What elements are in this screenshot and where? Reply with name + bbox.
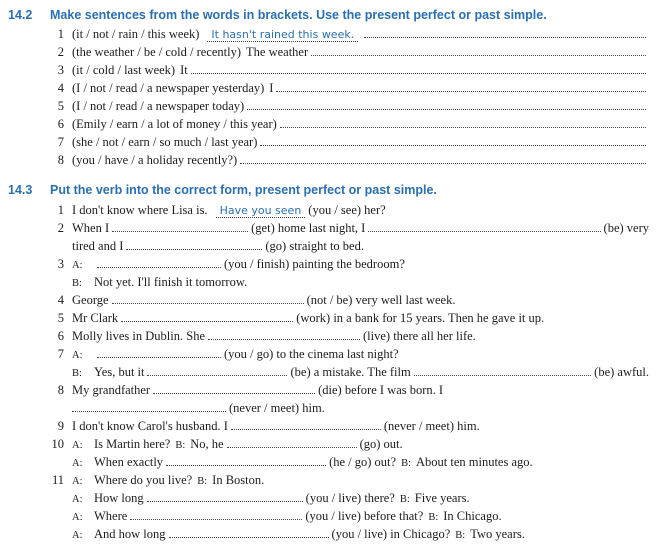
speaker-label: A: xyxy=(72,476,83,487)
item-prompt: (Emily / earn / a lot of money / this year) xyxy=(72,117,277,131)
item-number: 6 xyxy=(57,117,64,131)
item-start: It xyxy=(180,63,188,77)
speaker-label: A: xyxy=(72,260,83,271)
item-text: I don't know where Lisa is. xyxy=(72,203,208,217)
item-text: Yes, but it xyxy=(94,365,145,379)
ex1-line-4 xyxy=(50,81,649,99)
speaker-label: A: xyxy=(72,440,83,451)
ex2-line-7b xyxy=(50,365,649,383)
item-text: (go) straight to bed. xyxy=(265,239,364,253)
answer-line[interactable] xyxy=(280,117,646,128)
item-text: How long xyxy=(94,491,144,505)
ex1-line-8 xyxy=(50,153,649,171)
item-text: (he / go) out? xyxy=(329,455,397,469)
speaker-label: B: xyxy=(72,278,82,289)
item-prompt: (I / not / read / a newspaper yesterday) xyxy=(72,81,265,95)
answer-line[interactable] xyxy=(97,347,221,358)
ex2-line-11 xyxy=(50,473,649,491)
exercise-14-3-header xyxy=(8,183,437,197)
speaker-label: B: xyxy=(72,368,82,379)
item-text: About ten minutes ago. xyxy=(415,455,533,469)
speaker-label: B: xyxy=(399,494,410,505)
answer-line[interactable] xyxy=(227,437,357,448)
exercise-number: 14.3 xyxy=(8,183,33,197)
ex2-line-11d xyxy=(50,527,649,545)
item-text: (go) out. xyxy=(359,437,403,451)
item-number: 3 xyxy=(57,257,64,271)
ex1-line-7 xyxy=(50,135,649,153)
item-text: (you / live) in Chicago? xyxy=(331,527,451,541)
exercise-number: 14.2 xyxy=(8,8,33,22)
item-text: Mr Clark xyxy=(72,311,119,325)
item-text: I don't know Carol's husband. I xyxy=(72,419,228,433)
answer-line[interactable] xyxy=(364,27,646,38)
item-number: 11 xyxy=(51,473,64,487)
answer-line[interactable] xyxy=(240,153,646,164)
answer-line[interactable] xyxy=(147,365,287,376)
item-text: (die) before I was born. I xyxy=(318,383,444,397)
ex2-line-10 xyxy=(50,437,649,455)
item-number: 7 xyxy=(57,347,64,361)
answer-line[interactable] xyxy=(112,293,304,304)
answer-line[interactable] xyxy=(276,81,646,92)
speaker-label: B: xyxy=(455,530,466,541)
answer-field[interactable]: Have you seen xyxy=(216,204,306,218)
item-number: 7 xyxy=(57,135,64,149)
item-text: Is Martin here? xyxy=(94,437,171,451)
ex2-line-11c xyxy=(50,509,649,527)
item-text: In Chicago. xyxy=(443,509,502,523)
item-text: tired and I xyxy=(72,239,124,253)
exercise-instruction: Make sentences from the words in brackets. Use the present perfect or past simple. xyxy=(50,8,547,22)
ex2-line-8b xyxy=(50,401,649,419)
answer-line[interactable] xyxy=(130,509,302,520)
item-prompt: (I / not / read / a newspaper today) xyxy=(72,99,245,113)
item-text: Molly lives in Dublin. She xyxy=(72,329,205,343)
answer-line[interactable] xyxy=(72,401,226,412)
ex2-line-4 xyxy=(50,293,649,311)
exercise-14-2-header xyxy=(8,8,547,22)
item-text: (you / live) there? xyxy=(305,491,395,505)
item-number: 5 xyxy=(57,311,64,325)
item-text: Five years. xyxy=(414,491,470,505)
item-number: 9 xyxy=(57,419,64,433)
item-text: (never / meet) him. xyxy=(229,401,325,415)
item-prompt: (it / not / rain / this week) xyxy=(72,27,200,41)
ex2-line-10b xyxy=(50,455,649,473)
ex2-line-1 xyxy=(50,203,649,221)
ex2-line-11b xyxy=(50,491,649,509)
answer-line[interactable] xyxy=(153,383,315,394)
item-number: 4 xyxy=(57,81,64,95)
ex2-line-8 xyxy=(50,383,649,401)
item-text: (work) in a bank for 15 years. Then he gave it up. xyxy=(296,311,545,325)
item-text: (get) home last night, I xyxy=(251,221,366,235)
speaker-label: B: xyxy=(401,458,411,469)
item-text: My grandfather xyxy=(72,383,151,397)
answer-line[interactable] xyxy=(311,45,646,56)
ex1-line-5 xyxy=(50,99,649,117)
speaker-label: B: xyxy=(197,476,208,487)
ex2-line-2 xyxy=(50,221,649,239)
item-text: Not yet. I'll finish it tomorrow. xyxy=(94,275,248,289)
item-number: 1 xyxy=(57,203,64,217)
item-text: (you / go) to the cinema last night? xyxy=(224,347,399,361)
item-text: (you / live) before that? xyxy=(305,509,424,523)
item-prompt: (she / not / earn / so much / last year) xyxy=(72,135,258,149)
answer-line[interactable] xyxy=(231,419,381,430)
item-text: And how long xyxy=(94,527,166,541)
item-text: Where do you live? xyxy=(94,473,193,487)
ex2-line-5 xyxy=(50,311,649,329)
ex2-line-3b xyxy=(50,275,649,293)
item-text: George xyxy=(72,293,109,307)
item-start: I xyxy=(269,81,274,95)
answer-line[interactable] xyxy=(247,99,646,110)
speaker-label: A: xyxy=(72,530,83,541)
item-text: (be) a mistake. The film xyxy=(290,365,411,379)
item-prompt: (you / have / a holiday recently?) xyxy=(72,153,238,167)
speaker-label: A: xyxy=(72,512,83,523)
answer-line[interactable] xyxy=(414,365,591,376)
answer-line[interactable] xyxy=(121,311,293,322)
item-number: 6 xyxy=(57,329,64,343)
item-number: 8 xyxy=(57,383,64,397)
ex1-line-2 xyxy=(50,45,649,63)
item-number: 2 xyxy=(57,221,64,235)
item-text: (you / see) her? xyxy=(308,203,386,217)
item-text: (live) there all her life. xyxy=(363,329,476,343)
item-number: 10 xyxy=(51,437,64,451)
item-text: (never / meet) him. xyxy=(383,419,480,433)
item-text: When I xyxy=(72,221,110,235)
item-number: 1 xyxy=(57,27,64,41)
item-text: When exactly xyxy=(94,455,164,469)
ex2-line-2b xyxy=(50,239,649,257)
item-text: Where xyxy=(94,509,128,523)
answer-line[interactable] xyxy=(166,455,326,466)
answer-line[interactable] xyxy=(112,221,248,232)
speaker-label: B: xyxy=(428,512,439,523)
item-number: 4 xyxy=(57,293,64,307)
item-start: The weather xyxy=(246,45,309,59)
ex2-line-7 xyxy=(50,347,649,365)
item-text: (be) very xyxy=(603,221,649,235)
ex1-line-6 xyxy=(50,117,649,135)
speaker-label: A: xyxy=(72,458,83,469)
answer-line[interactable] xyxy=(260,135,646,146)
answer-line[interactable] xyxy=(147,491,303,502)
answer-line[interactable] xyxy=(169,527,329,538)
answer-field[interactable]: It hasn't rained this week. xyxy=(207,28,358,42)
item-text: Two years. xyxy=(470,527,525,541)
item-text: (you / finish) painting the bedroom? xyxy=(224,257,405,271)
answer-line[interactable] xyxy=(97,257,221,268)
item-text: (be) awful. xyxy=(594,365,649,379)
answer-line[interactable] xyxy=(368,221,600,232)
answer-line[interactable] xyxy=(126,239,262,250)
ex1-line-3 xyxy=(50,63,649,81)
item-prompt: (it / cold / last week) xyxy=(72,63,176,77)
speaker-label: A: xyxy=(72,494,83,505)
item-number: 3 xyxy=(57,63,64,77)
item-number: 5 xyxy=(57,99,64,113)
item-number: 8 xyxy=(57,153,64,167)
answer-line[interactable] xyxy=(208,329,360,340)
item-number: 2 xyxy=(57,45,64,59)
ex2-line-9 xyxy=(50,419,649,437)
answer-line[interactable] xyxy=(191,63,646,74)
item-prompt: (the weather / be / cold / recently) xyxy=(72,45,242,59)
speaker-label: B: xyxy=(175,440,186,451)
item-text: No, he xyxy=(190,437,224,451)
ex2-line-3 xyxy=(50,257,649,275)
item-text: (not / be) very well last week. xyxy=(306,293,456,307)
ex2-line-6 xyxy=(50,329,649,347)
exercise-instruction: Put the verb into the correct form, present perfect or past simple. xyxy=(50,183,437,197)
ex1-line-1 xyxy=(50,27,649,45)
speaker-label: A: xyxy=(72,350,83,361)
item-text: In Boston. xyxy=(212,473,265,487)
